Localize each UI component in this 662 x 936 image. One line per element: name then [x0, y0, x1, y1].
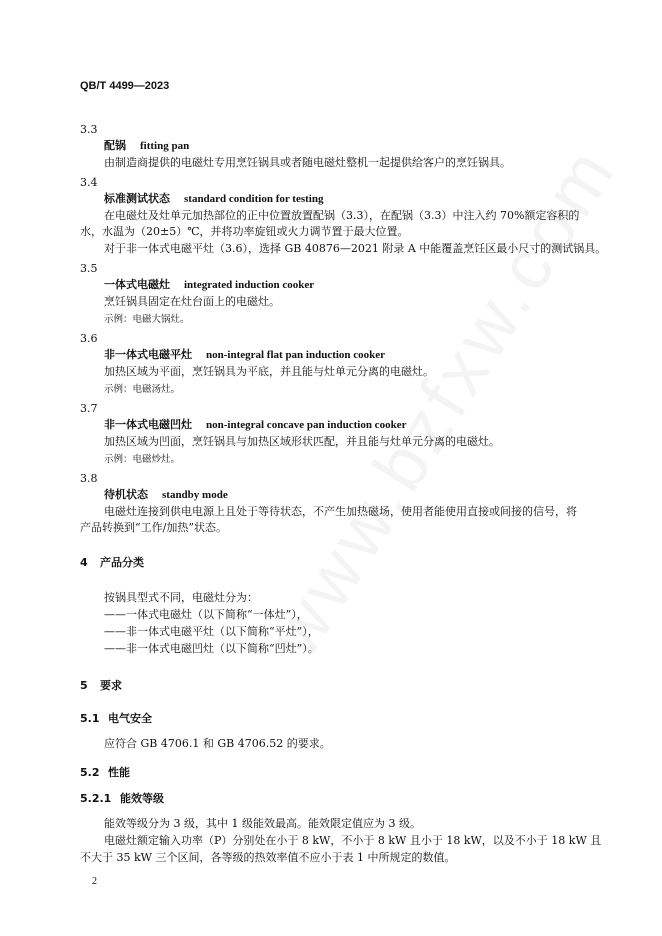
section-title: 产品分类 — [100, 556, 144, 569]
term-number: 3.5 — [80, 262, 98, 275]
section-title: 电气安全 — [108, 712, 152, 725]
term-definition: 水，水温为（20±5）℃，并将功率旋钮或火力调节置于最大位置。 — [80, 225, 409, 238]
section-number: 5 — [80, 679, 88, 692]
term-en: integrated induction cooker — [184, 279, 315, 291]
term-definition: 烹饪锅具固定在灶台面上的电磁灶。 — [104, 295, 280, 308]
term-cn: 配锅 — [104, 139, 126, 152]
list-item: ——非一体式电磁平灶（以下简称“平灶”）， — [104, 625, 319, 638]
term-number: 3.3 — [80, 123, 98, 136]
list-item: ——一体式电磁灶（以下简称“一体灶”）， — [104, 608, 308, 621]
term-title — [104, 418, 406, 432]
section-number: 5.2 — [80, 766, 100, 779]
section-number: 4 — [80, 556, 88, 569]
term-title — [104, 488, 228, 502]
term-definition: 产品转换到“工作/加热”状态。 — [80, 521, 227, 534]
term-definition: 由制造商提供的电磁灶专用烹饪锅具或者随电磁灶整机一起提供给客户的烹饪锅具。 — [104, 156, 511, 169]
section-heading — [80, 792, 164, 806]
term-title — [104, 139, 189, 153]
term-number: 3.8 — [80, 472, 98, 485]
term-number: 3.4 — [80, 176, 98, 189]
term-en: standby mode — [162, 489, 228, 501]
term-definition: 加热区域为凹面，烹饪锅具与加热区域形状匹配，并且能与灶单元分离的电磁灶。 — [104, 435, 500, 448]
section-number: 5.2.1 — [80, 792, 112, 805]
section-heading — [80, 679, 122, 693]
term-definition: 对于非一体式电磁平灶（3.6），选择 GB 40876—2021 附录 A 中能覆盖烹饪区最小尺寸的测试锅具。 — [104, 242, 607, 255]
term-definition: 加热区域为平面，烹饪锅具为平底，并且能与灶单元分离的电磁灶。 — [104, 365, 434, 378]
term-cn: 标准测试状态 — [104, 192, 170, 205]
term-example: 示例：电磁炒灶。 — [104, 454, 181, 465]
paragraph: 能效等级分为 3 级，其中 1 级能效最高。能效限定值应为 3 级。 — [104, 817, 421, 830]
term-en: standard condition for testing — [184, 193, 324, 205]
standard-code: QB/T 4499—2023 — [80, 80, 170, 92]
term-en: non-integral concave pan induction cooker — [206, 419, 407, 431]
term-title — [104, 278, 314, 292]
term-cn: 非一体式电磁平灶 — [104, 348, 192, 361]
section-heading — [80, 766, 130, 780]
paragraph: 应符合 GB 4706.1 和 GB 4706.52 的要求。 — [104, 737, 331, 750]
term-en: fitting pan — [140, 140, 190, 152]
term-example: 示例：电磁大锅灶。 — [104, 314, 190, 325]
section-heading — [80, 712, 152, 726]
section-title: 要求 — [100, 679, 122, 692]
page-number: 2 — [92, 876, 97, 887]
section-heading — [80, 556, 144, 570]
term-title — [104, 348, 385, 362]
term-title — [104, 192, 323, 206]
term-example: 示例：电磁汤灶。 — [104, 384, 181, 395]
paragraph: 电磁灶额定输入功率（P）分别处在小于 8 kW，不小于 8 kW 且小于 18 kW，以及不小于 18 kW 且 — [104, 834, 602, 847]
section-number: 5.1 — [80, 712, 100, 725]
list-item: ——非一体式电磁凹灶（以下简称“凹灶”）。 — [104, 642, 319, 655]
term-cn: 非一体式电磁凹灶 — [104, 418, 192, 431]
term-cn: 一体式电磁灶 — [104, 278, 170, 291]
term-number: 3.6 — [80, 332, 98, 345]
paragraph: 不大于 35 kW 三个区间，各等级的热效率值不应小于表 1 中所规定的数值。 — [80, 851, 456, 864]
term-en: non-integral flat pan induction cooker — [206, 349, 386, 361]
paragraph: 按锅具型式不同，电磁灶分为： — [104, 591, 258, 604]
term-definition: 电磁灶连接到供电电源上且处于等待状态，不产生加热磁场，使用者能使用直接或间接的信号，将 — [104, 505, 577, 518]
section-title: 性能 — [108, 766, 130, 779]
term-number: 3.7 — [80, 402, 98, 415]
section-title: 能效等级 — [120, 792, 164, 805]
term-definition: 在电磁灶及灶单元加热部位的正中位置放置配锅（3.3），在配锅（3.3）中注入约 70%额定容积的 — [104, 209, 580, 222]
term-cn: 待机状态 — [104, 488, 148, 501]
